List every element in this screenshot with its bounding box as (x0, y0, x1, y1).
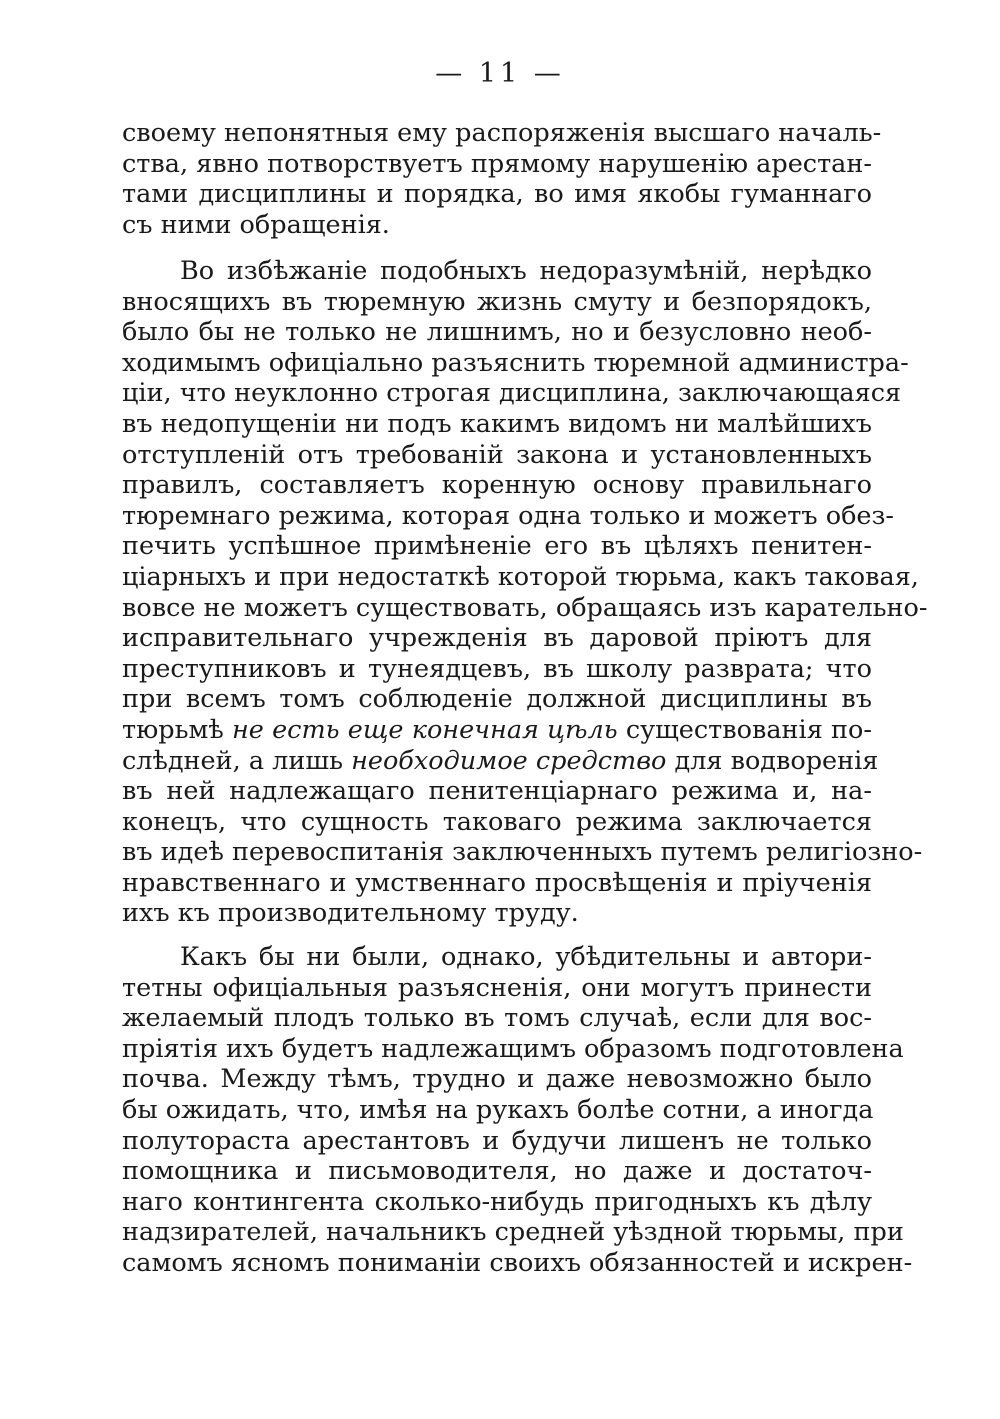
text-line: при всемъ томъ соблюденіе должной дисциплины въ (122, 684, 872, 715)
text-line: ціарныхъ и при недостаткѣ которой тюрьма, какъ таковая, (122, 561, 919, 592)
text-line: пріятія ихъ будетъ надлежащимъ образомъ подготовлена (122, 1033, 904, 1064)
text-line: ходимымъ офиціально разъяснить тюремной администра- (122, 347, 909, 378)
paragraph-1 (122, 118, 882, 240)
text-line: въ идеѣ перевоспитанія заключенныхъ путемъ религіозно- (122, 837, 923, 868)
text-line: вовсе не можетъ существовать, обращаясь изъ карательно- (122, 592, 928, 623)
text-line: своему непонятныя ему распоряженія высшаго началь- (122, 118, 882, 148)
text-line: желаемый плодъ только въ томъ случаѣ, если для вос- (122, 1003, 872, 1034)
page-number: — 11 — (435, 58, 565, 89)
text-line: было бы не только не лишнимъ, но и безусловно необ- (122, 317, 872, 348)
text-line: исправительнаго учрежденія въ даровой пріютъ для (122, 623, 872, 654)
text-line: ціи, что неуклонно строгая дисциплина, заключающаяся (122, 378, 902, 409)
paragraph-3 (122, 942, 913, 1279)
text-line: самомъ ясномъ пониманіи своихъ обязанностей и искрен- (122, 1247, 913, 1278)
line-text-before: тюрьмѣ (122, 714, 232, 745)
text-line: полутораста арестантовъ и будучи лишенъ не только (122, 1125, 872, 1156)
text-line: Во избѣжаніе подобныхъ недоразумѣній, нерѣдко (180, 256, 872, 286)
text-line: Какъ бы ни были, однако, убѣдительны и автори- (180, 942, 872, 972)
text-line: помощника и письмоводителя, но даже и достаточ- (122, 1156, 872, 1187)
text-line: нравственнаго и умственнаго просвѣщенія и пріученія (122, 867, 872, 898)
text-line: отступленій отъ требованій закона и установленныхъ (122, 439, 872, 470)
text-line: наго контингента сколько-нибудь пригодныхъ къ дѣлу (122, 1186, 872, 1217)
text-line-with-italic (122, 715, 872, 746)
text-line: печить успѣшное примѣненіе его въ цѣляхъ пенитен- (122, 531, 872, 562)
text-line: вносящихъ въ тюремную жизнь смуту и безпорядокъ, (122, 286, 872, 317)
text-line: бы ожидать, что, имѣя на рукахъ болѣе сотни, а иногда (122, 1094, 874, 1125)
line-text-after: для водворенія (666, 745, 879, 776)
text-line: въ ней надлежащаго пенитенціарнаго режима и, на- (122, 776, 872, 807)
text-line: съ ними обращенія. (122, 209, 390, 240)
text-line: въ недопущеніи ни подъ какимъ видомъ ни малѣйшихъ (122, 408, 872, 439)
text-line-with-italic (122, 745, 879, 777)
text-line: конецъ, что сущность таковаго режима заключается (122, 806, 872, 837)
text-line: ства, явно потворствуетъ прямому нарушенію арестан- (122, 148, 872, 179)
text-line: правилъ, составляетъ коренную основу правильнаго (122, 470, 872, 501)
text-line: ихъ къ производительному труду. (122, 898, 579, 929)
italic-phrase: не есть еще конечная цѣль (231, 714, 618, 745)
text-line: тюремнаго режима, которая одна только и можетъ обез- (122, 500, 895, 531)
italic-phrase: необходимое средство (351, 745, 667, 776)
line-text-after: существованія по- (617, 714, 872, 745)
line-text-before: слѣдней, а лишь (122, 745, 352, 776)
paragraph-2 (122, 256, 928, 929)
text-line: тами дисциплины и порядка, во имя якобы гуманнаго (122, 179, 872, 210)
text-line: тетны офиціальныя разъясненія, они могутъ принести (122, 972, 872, 1003)
text-line: почва. Между тѣмъ, трудно и даже невозможно было (122, 1064, 872, 1095)
text-line: преступниковъ и тунеядцевъ, въ школу разврата; что (122, 653, 872, 684)
text-line: надзирателей, начальникъ средней уѣздной тюрьмы, при (122, 1217, 904, 1248)
